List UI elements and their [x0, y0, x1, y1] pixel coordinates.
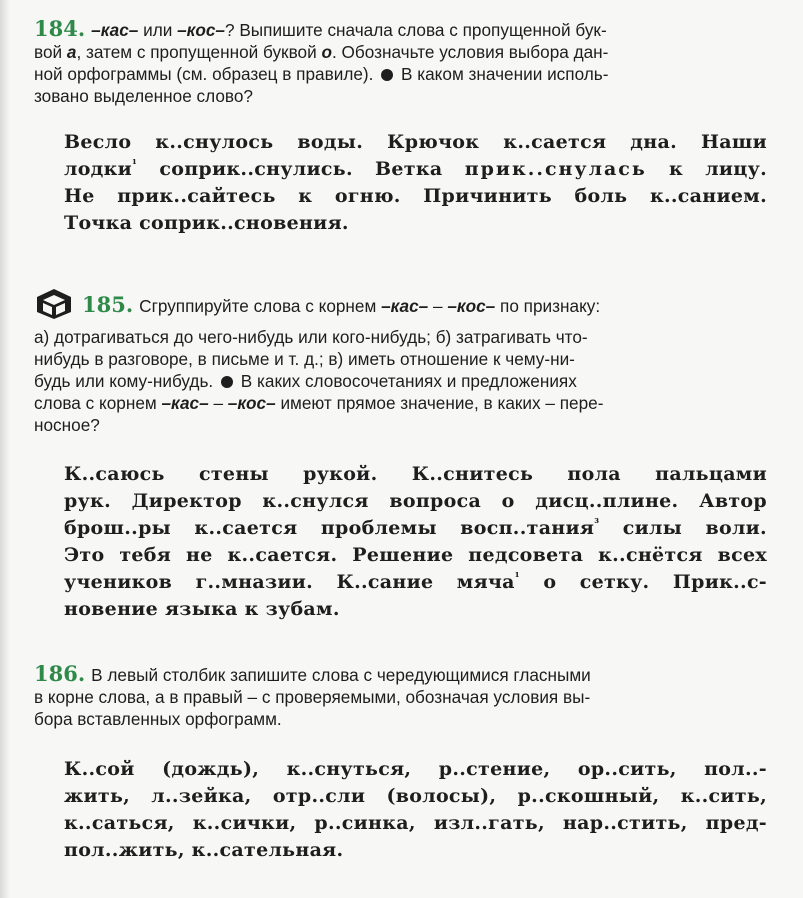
task-184-instruction	[34, 18, 769, 107]
exercise-line: Не прик..сайтесь к огню. Причинить боль к..санием.	[64, 185, 767, 207]
exercise-line: к..саться, к..сички, р..синка, изл..гать, нар..стить, пред-	[64, 812, 767, 834]
page-edge-shadow	[0, 0, 10, 898]
task-185-exercise	[64, 461, 767, 623]
task-185	[34, 287, 769, 623]
morpheme: –кас–	[161, 393, 209, 413]
exercise-line: Точка соприк..сновения.	[64, 212, 349, 234]
exercise-line: пол..жить, к..сательная.	[64, 839, 344, 861]
cube-icon	[34, 287, 74, 326]
morpheme: –кас–	[381, 296, 429, 316]
text: нибудь в разговоре, в письме и т. д.; в) иметь отношение к чему-ни-	[34, 349, 575, 369]
text: вой	[34, 42, 67, 62]
text: или	[138, 20, 178, 40]
text: В левый столбик запишите слова с чередующимися гласными	[91, 665, 591, 685]
text: –	[428, 296, 448, 316]
text: лодки	[64, 158, 133, 180]
highlighted-word: прик..снулась	[464, 158, 647, 180]
morpheme: –кос–	[227, 393, 276, 413]
text: носное?	[34, 415, 100, 435]
task-186-instruction	[34, 663, 769, 730]
text: имеют прямое значение, в каких – пере-	[275, 393, 604, 413]
text: В каком значении исполь-	[400, 64, 609, 84]
footnote-mark: ¹	[132, 157, 138, 171]
text: о сетку. Прик..с-	[519, 571, 767, 593]
exercise-line	[64, 569, 767, 596]
footnote-mark: ³	[594, 516, 600, 530]
text: , затем с пропущенной буквой	[76, 42, 322, 62]
text: будь или кому-нибудь.	[34, 371, 214, 391]
task-184-exercise	[64, 129, 767, 237]
task-186	[34, 663, 769, 864]
task-number: 186.	[34, 661, 86, 686]
morpheme: –кас–	[91, 20, 139, 40]
text: В каких словосочетаниях и предложениях	[240, 371, 577, 391]
text: . Обозначьте условия выбора дан-	[331, 42, 609, 62]
text: –	[208, 393, 228, 413]
task-184	[34, 18, 769, 237]
exercise-line: рук. Директор к..снулся вопроса о дисц..плине. Автор	[64, 490, 767, 512]
letter: о	[321, 42, 332, 62]
text: бора вставленных орфограмм.	[34, 709, 282, 729]
footnote-mark: ¹	[514, 570, 520, 584]
exercise-line: жить, л..зейка, отр..сли (волосы), р..скошный, к..сить,	[64, 785, 767, 807]
morpheme: –кос–	[447, 296, 496, 316]
exercise-line: новение языка к зубам.	[64, 598, 340, 620]
task-186-exercise	[64, 756, 767, 864]
task-185-instruction	[34, 287, 769, 436]
text: ? Выпишите сначала слова с пропущенной бук-	[225, 20, 607, 40]
text: Сгруппируйте слова с корнем	[139, 296, 382, 316]
text: зовано выделенное слово?	[34, 86, 253, 106]
exercise-line: К..саюсь стены рукой. К..снитесь пола пальцами	[64, 463, 767, 485]
text: брош..ры к..сается проблемы восп..тания	[64, 517, 595, 539]
bullet-icon	[381, 69, 393, 81]
task-number: 184.	[34, 16, 86, 41]
exercise-line: Весло к..снулось воды. Крючок к..сается дна. Наши	[64, 131, 767, 153]
text: слова с корнем	[34, 393, 162, 413]
text: а) дотрагиваться до чего-нибудь или кого-нибудь; б) затрагивать что-	[34, 327, 588, 347]
text: силы воли.	[599, 517, 767, 539]
task-number: 185.	[82, 292, 134, 317]
text: соприк..снулись. Ветка	[137, 158, 465, 180]
text: ной орфограммы (см. образец в правиле).	[34, 64, 374, 84]
text: в корне слова, а в правый – с проверяемыми, обозначая условия вы-	[34, 687, 591, 707]
text: по признаку:	[495, 296, 601, 316]
exercise-line: К..сой (дождь), к..снуться, р..стение, ор..сить, пол..-	[64, 758, 767, 780]
exercise-line	[64, 156, 767, 183]
exercise-line	[64, 515, 767, 542]
morpheme: –кос–	[177, 20, 225, 40]
text: учеников г..мназии. К..сание мяча	[64, 571, 515, 593]
exercise-line: Это тебя не к..сается. Решение педсовета к..снётся всех	[64, 544, 767, 566]
bullet-icon	[221, 376, 233, 388]
text: к лицу.	[646, 158, 767, 180]
letter: а	[66, 42, 77, 62]
